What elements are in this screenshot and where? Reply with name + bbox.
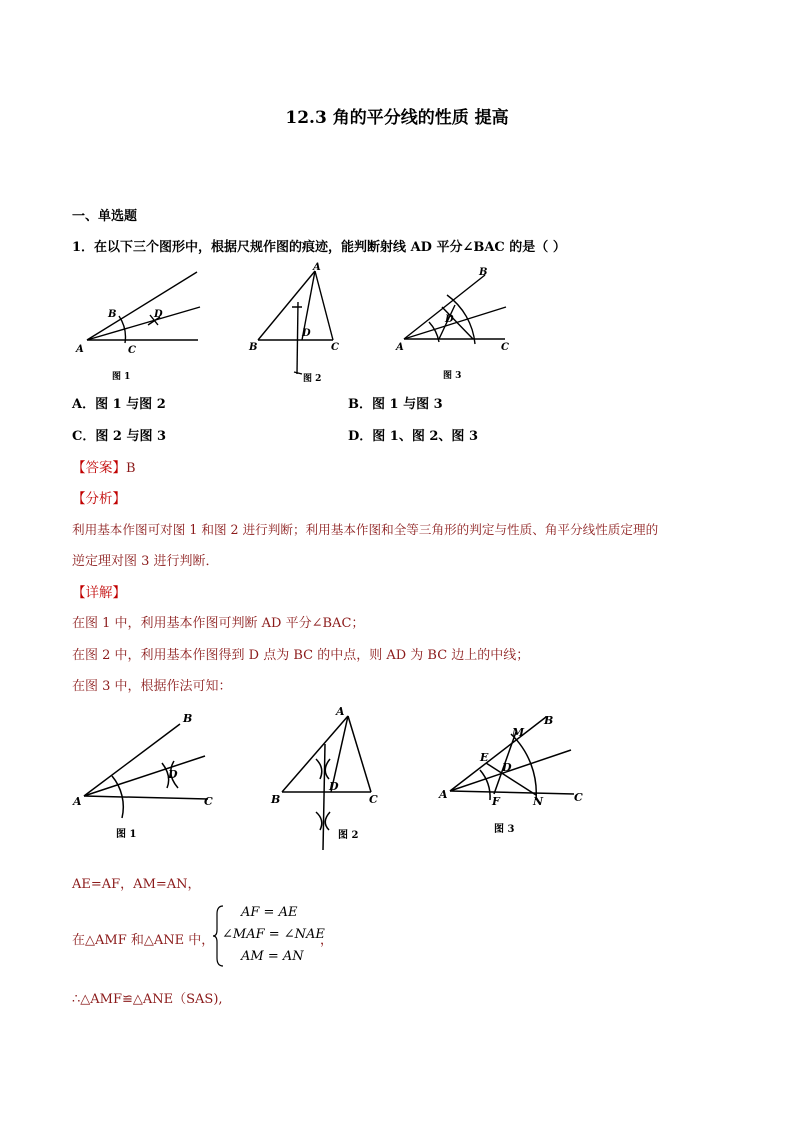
equal-segments-line: AE=AF，AM=AN， [72, 877, 201, 892]
system-line-2: ∠MAF = ∠NAE [222, 927, 325, 942]
analysis-tag: 【分析】 [72, 491, 126, 507]
bottom-fig3-label-e: E [480, 751, 489, 764]
bottom-fig3-label-f: F [492, 795, 500, 808]
bottom-fig2-caption: 图 2 [338, 830, 359, 841]
top-fig3-label-c: C [501, 342, 509, 353]
detail-line-2: 在图 2 中，利用基本作图得到 D 点为 BC 的中点，则 AD 为 BC 边上的中线； [72, 648, 530, 663]
bottom-fig1-label-b: B [183, 712, 193, 725]
top-fig3-label-d: D [445, 314, 454, 325]
bottom-fig2-label-c: C [369, 793, 378, 806]
option-a[interactable]: A．图 1 与图 2 [72, 397, 166, 412]
analysis-line-1: 利用基本作图可对图 1 和图 2 进行判断；利用基本作图和全等三角形的判定与性质、角平分线性质定理的 [72, 522, 659, 537]
system-line-1: AF = AE [241, 905, 298, 920]
bottom-fig3-caption: 图 3 [494, 824, 515, 835]
top-fig3-label-a: A [396, 342, 404, 353]
top-fig1-label-a: A [76, 344, 84, 355]
bottom-figure-2 [268, 704, 388, 854]
top-figure-1-svg [70, 262, 210, 387]
top-fig2-label-b: B [249, 342, 258, 353]
system-line-3: AM = AN [241, 949, 304, 964]
detail-line-3: 在图 3 中，根据作法可知： [72, 679, 232, 694]
bottom-figure-1-svg [70, 706, 230, 846]
option-c[interactable]: C．图 2 与图 3 [72, 429, 167, 444]
top-fig2-label-a: A [313, 262, 321, 273]
bottom-figure-2-svg [268, 704, 388, 854]
bottom-figure-3 [436, 708, 596, 838]
bottom-fig3-label-c: C [574, 791, 583, 804]
bottom-figure-1 [70, 706, 230, 846]
top-fig1-label-b: B [108, 309, 117, 320]
bottom-fig3-label-b: B [544, 714, 554, 727]
bottom-fig2-label-b: B [271, 793, 281, 806]
bottom-fig3-label-n: N [533, 795, 544, 808]
top-fig3-label-b: B [479, 267, 488, 278]
bottom-fig3-label-d: D [502, 761, 512, 774]
bottom-fig1-caption: 图 1 [116, 829, 137, 840]
detail-tag: 【详解】 [72, 585, 126, 601]
bottom-fig3-label-m: M [512, 726, 525, 739]
top-fig3-caption: 图 3 [443, 371, 462, 381]
bottom-figure-3-svg [436, 708, 596, 838]
top-figure-3-svg [393, 262, 523, 387]
page-title: 12.3 角的平分线的性质 提高 [285, 108, 509, 128]
top-fig2-label-d: D [302, 328, 311, 339]
analysis-line-2: 逆定理对图 3 进行判断． [72, 554, 219, 569]
top-fig2-label-c: C [331, 342, 339, 353]
bottom-fig1-label-d: D [168, 768, 178, 781]
top-fig2-caption: 图 2 [303, 374, 322, 384]
conclusion-line: ∴△AMF≌△ANE（SAS), [72, 992, 223, 1007]
bottom-fig2-label-d: D [329, 780, 339, 793]
answer-tag: 【答案】 [72, 460, 126, 476]
question-text: 1．在以下三个图形中，根据尺规作图的痕迹，能判断射线 AD 平分∠BAC 的是（ ） [72, 240, 566, 255]
bottom-fig2-label-a: A [336, 705, 345, 718]
option-b[interactable]: B．图 1 与图 3 [348, 397, 443, 412]
option-d[interactable]: D．图 1、图 2、图 3 [348, 429, 478, 444]
top-figure-1 [70, 262, 210, 387]
answer-row [72, 456, 136, 476]
top-figure-2 [245, 262, 355, 387]
top-fig1-label-d: D [154, 309, 163, 320]
section-heading: 一、单选题 [72, 209, 138, 224]
top-fig1-caption: 图 1 [112, 372, 131, 382]
bottom-fig3-label-a: A [439, 788, 448, 801]
bottom-fig1-label-a: A [73, 795, 82, 808]
bottom-fig1-label-c: C [204, 795, 213, 808]
system-suffix: ， [320, 933, 334, 948]
top-figure-3 [393, 262, 523, 387]
answer-value: B [126, 461, 136, 476]
detail-line-1: 在图 1 中，利用基本作图可判断 AD 平分∠BAC； [72, 616, 365, 631]
triangle-intro: 在△AMF 和△ANE 中， [72, 933, 215, 948]
top-figure-2-svg [245, 262, 355, 387]
top-fig1-label-c: C [128, 345, 136, 356]
